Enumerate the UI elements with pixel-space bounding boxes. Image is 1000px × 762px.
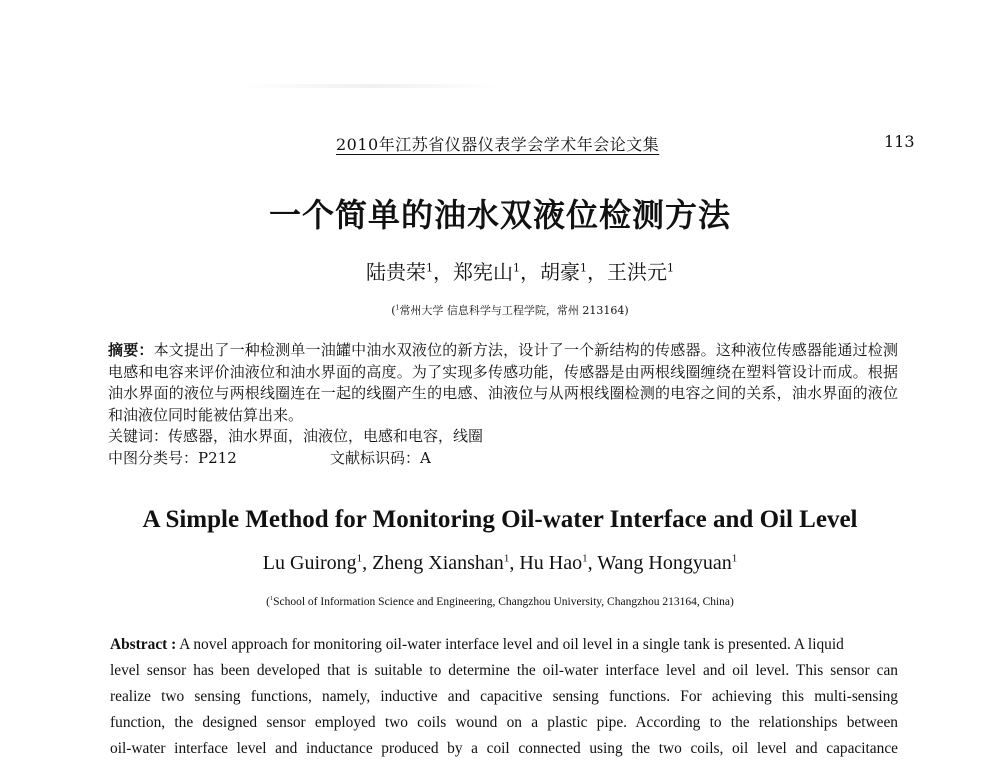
chinese-abstract-block bbox=[108, 340, 898, 469]
english-abstract bbox=[110, 632, 898, 762]
chinese-abstract bbox=[108, 340, 898, 426]
affiliation-text: 常州大学 信息科学与工程学院，常州 213164 bbox=[399, 304, 625, 317]
abstract-line bbox=[110, 632, 898, 658]
author-affil-mark: 1 bbox=[582, 552, 588, 565]
doc-code-value: A bbox=[420, 448, 431, 467]
keywords-text: 传感器，油水界面，油液位，电感和电容，线圈 bbox=[168, 427, 484, 445]
author-name: Wang Hongyuan bbox=[597, 552, 732, 574]
author-separator: ， bbox=[520, 260, 540, 284]
author-name: 胡豪 bbox=[540, 260, 580, 284]
chinese-affiliation: ($^1$常州大学 信息科学与工程学院，常州 213164) bbox=[391, 304, 629, 317]
author-separator: ， bbox=[587, 260, 607, 284]
author-separator: ， bbox=[433, 260, 453, 284]
author-name: 王洪元 bbox=[607, 260, 667, 284]
classification-row bbox=[108, 448, 898, 470]
english-affiliation: ($^1$School of Information Science and Engineering, Changzhou University, Changzhou 213164, China) bbox=[266, 595, 734, 608]
affil-mark: 1 bbox=[395, 304, 400, 312]
abstract-label: Abstract : bbox=[110, 636, 177, 653]
affil-mark: 1 bbox=[269, 595, 274, 603]
page-number: 113 bbox=[884, 132, 915, 151]
author-affil-mark: 1 bbox=[580, 261, 587, 275]
author-name: Lu Guirong bbox=[262, 552, 357, 574]
author-name: 郑宪山 bbox=[453, 260, 513, 284]
author-affil-mark: 1 bbox=[503, 552, 510, 565]
author-name: Zheng Xianshan bbox=[372, 552, 504, 574]
abstract-text: 本文提出了一种检测单一油罐中油水双液位的新方法，设计了一个新结构的传感器。这种液位传感器能通过检测电感和电容来评价油液位和油水界面的高度。为了实现多传感功能，传感器是由两根线圈缠绕在塑料管设计而成。根据油水界面的液位与两根线圈连在一起的线圈产生的电感、油液位与从两根线圈检测的电容之间的关系，油水界面的液位和油液位同时能被估算出来。 bbox=[108, 341, 898, 424]
english-authors bbox=[0, 552, 1000, 575]
keywords-label: 关键词： bbox=[108, 427, 169, 445]
author-separator: , bbox=[362, 552, 373, 574]
abstract-line: oil-water interface level and inductance produced by a coil connected using the two coils, oil level and capacitance bbox=[110, 740, 898, 757]
author-affil-mark: 1 bbox=[426, 261, 433, 275]
author-affil-mark: 1 bbox=[667, 261, 674, 275]
abstract-line: realize two sensing functions, namely, inductive and capacitive sensing functions. For achieving this multi-sensing bbox=[110, 688, 898, 705]
abstract-label: 摘要： bbox=[108, 341, 154, 359]
author-name: 陆贵荣 bbox=[366, 260, 426, 284]
abstract-line: level sensor has been developed that is suitable to determine the oil-water interface level and oil level. This sensor can bbox=[110, 662, 898, 679]
doc-code-label: 文献标识码： bbox=[330, 448, 421, 467]
abstract-line-text: A novel approach for monitoring oil-water interface level and oil level in a single tank is presented. A liquid bbox=[179, 636, 844, 653]
chinese-keywords bbox=[108, 426, 898, 448]
running-head bbox=[336, 132, 659, 155]
chinese-authors bbox=[0, 256, 1000, 285]
clc-label: 中图分类号： bbox=[108, 448, 199, 467]
author-separator: , bbox=[509, 552, 520, 574]
author-affil-mark: 1 bbox=[356, 552, 363, 565]
affiliation-text: School of Information Science and Engineering, Changzhou University, Changzhou 213164, China bbox=[273, 596, 731, 608]
abstract-line: function, the designed sensor employed two coils wound on a plastic pipe. According to the relationships between bbox=[110, 714, 898, 731]
english-title: A Simple Method for Monitoring Oil-water Interface and Oil Level bbox=[142, 506, 858, 533]
chinese-title: 一个简单的油水双液位检测方法 bbox=[268, 196, 731, 234]
clc-number bbox=[108, 448, 330, 470]
author-name: Hu Hao bbox=[519, 552, 583, 574]
proceedings-title: 2010年江苏省仪器仪表学会学术年会论文集 bbox=[336, 135, 660, 154]
clc-value: P212 bbox=[198, 448, 237, 467]
document-code bbox=[330, 448, 431, 470]
author-affil-mark: 1 bbox=[513, 261, 520, 275]
author-affil-mark: 1 bbox=[731, 552, 738, 565]
scan-artifact bbox=[240, 84, 500, 88]
author-separator: , bbox=[587, 552, 598, 574]
